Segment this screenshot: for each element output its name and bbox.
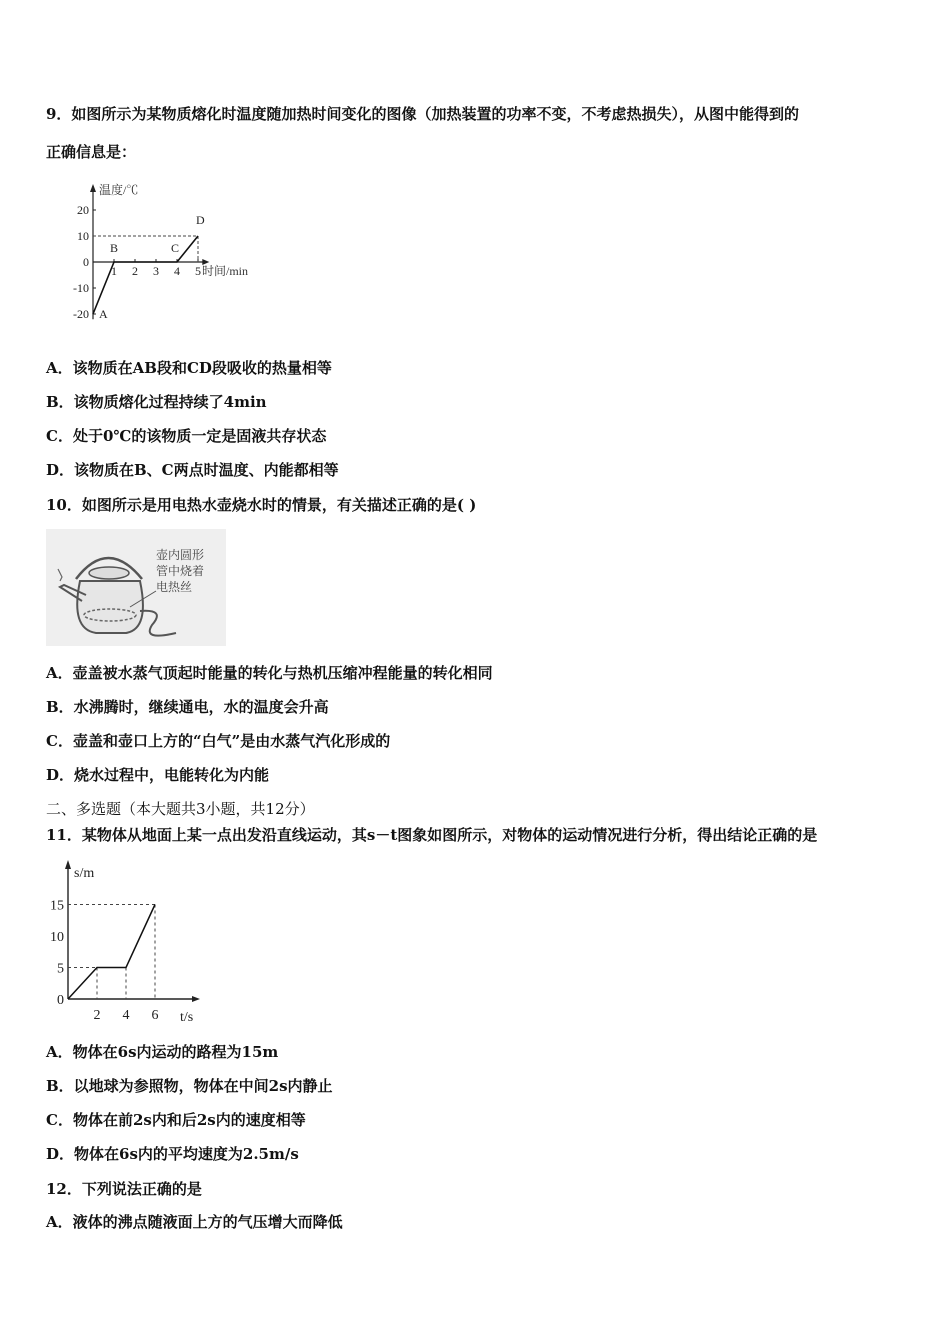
y-tick-label: 0	[57, 993, 64, 1008]
section2-title: 二、多选题（本大题共3小题，共12分）	[46, 800, 315, 818]
q9-stem-line2: 正确信息是：	[46, 143, 137, 161]
q9-stem-line1: 9．如图所示为某物质熔化时温度随加热时间变化的图像（加热装置的功率不变，不考虑热损失），从图中能得到的	[46, 105, 799, 123]
x-axis-arrow-icon	[192, 996, 200, 1002]
kettle-label-2: 管中烧着	[156, 564, 205, 578]
q9-option-a: A．该物质在AB段和CD段吸收的热量相等	[46, 359, 332, 377]
temperature-series-line	[93, 236, 198, 314]
y-tick-label: 10	[50, 930, 64, 945]
y-tick-label: 15	[50, 898, 64, 914]
q9-option-d: D．该物质在B、C两点时温度、内能都相等	[46, 461, 339, 479]
y-tick-label: -20	[73, 307, 89, 321]
x-tick-label: 3	[153, 264, 159, 278]
y-axis-label: s/m	[74, 866, 95, 881]
q11-st-chart	[40, 855, 220, 1030]
x-tick-label: 6	[151, 1008, 159, 1023]
x-axis-label: 时间/min	[202, 264, 249, 278]
q10-option-a: A．壶盖被水蒸气顶起时能量的转化与热机压缩冲程能量的转化相同	[46, 664, 493, 682]
distance-series-line	[68, 905, 155, 1000]
x-tick-label: 4	[122, 1008, 130, 1023]
y-tick-label: 0	[83, 255, 89, 269]
x-tick-label: 2	[132, 264, 138, 278]
q10-option-c: C．壶盖和壶口上方的“白气”是由水蒸气汽化形成的	[46, 732, 391, 750]
y-tick-label: -10	[73, 281, 89, 295]
q10-kettle-figure	[46, 529, 226, 646]
kettle-label-3: 电热丝	[156, 580, 193, 594]
q11-option-c: C．物体在前2s内和后2s内的速度相等	[46, 1111, 306, 1129]
y-tick-label: 5	[57, 961, 64, 977]
q9-option-c: C．处于0℃的该物质一定是固液共存状态	[46, 427, 327, 445]
x-tick-label: 2	[93, 1008, 101, 1023]
kettle-label-1: 壶内圆形	[156, 548, 205, 562]
x-tick-label: 1	[111, 264, 117, 278]
q12-option-a: A．液体的沸点随液面上方的气压增大而降低	[46, 1213, 343, 1231]
x-axis-label: t/s	[180, 1010, 194, 1025]
y-axis-label: 温度/℃	[99, 183, 139, 197]
q9-option-b: B．该物质熔化过程持续了4min	[46, 393, 267, 411]
point-label-d: D	[196, 213, 205, 227]
x-tick-label: 4	[174, 264, 180, 278]
y-tick-label: 20	[77, 203, 89, 217]
q11-stem: 11．某物体从地面上某一点出发沿直线运动，其s－t图象如图所示，对物体的运动情况进行分析，得出结论正确的是	[46, 826, 818, 844]
q9-temperature-chart	[40, 180, 270, 330]
q10-option-b: B．水沸腾时，继续通电，水的温度会升高	[46, 698, 329, 716]
point-label-a: A	[99, 307, 108, 321]
y-tick-label: 10	[77, 229, 89, 243]
y-axis-arrow-icon	[65, 860, 71, 869]
q10-stem: 10．如图所示是用电热水壶烧水时的情景，有关描述正确的是( )	[46, 496, 477, 514]
q11-option-b: B．以地球为参照物，物体在中间2s内静止	[46, 1077, 333, 1095]
y-axis-arrow-icon	[90, 184, 96, 192]
q11-option-d: D．物体在6s内的平均速度为2.5m/s	[46, 1145, 299, 1163]
x-tick-label: 5	[195, 264, 201, 278]
point-label-c: C	[171, 241, 180, 255]
q12-stem: 12．下列说法正确的是	[46, 1180, 202, 1198]
q11-option-a: A．物体在6s内运动的路程为15m	[46, 1043, 279, 1061]
point-label-b: B	[110, 241, 119, 255]
q10-option-d: D．烧水过程中，电能转化为内能	[46, 766, 270, 784]
